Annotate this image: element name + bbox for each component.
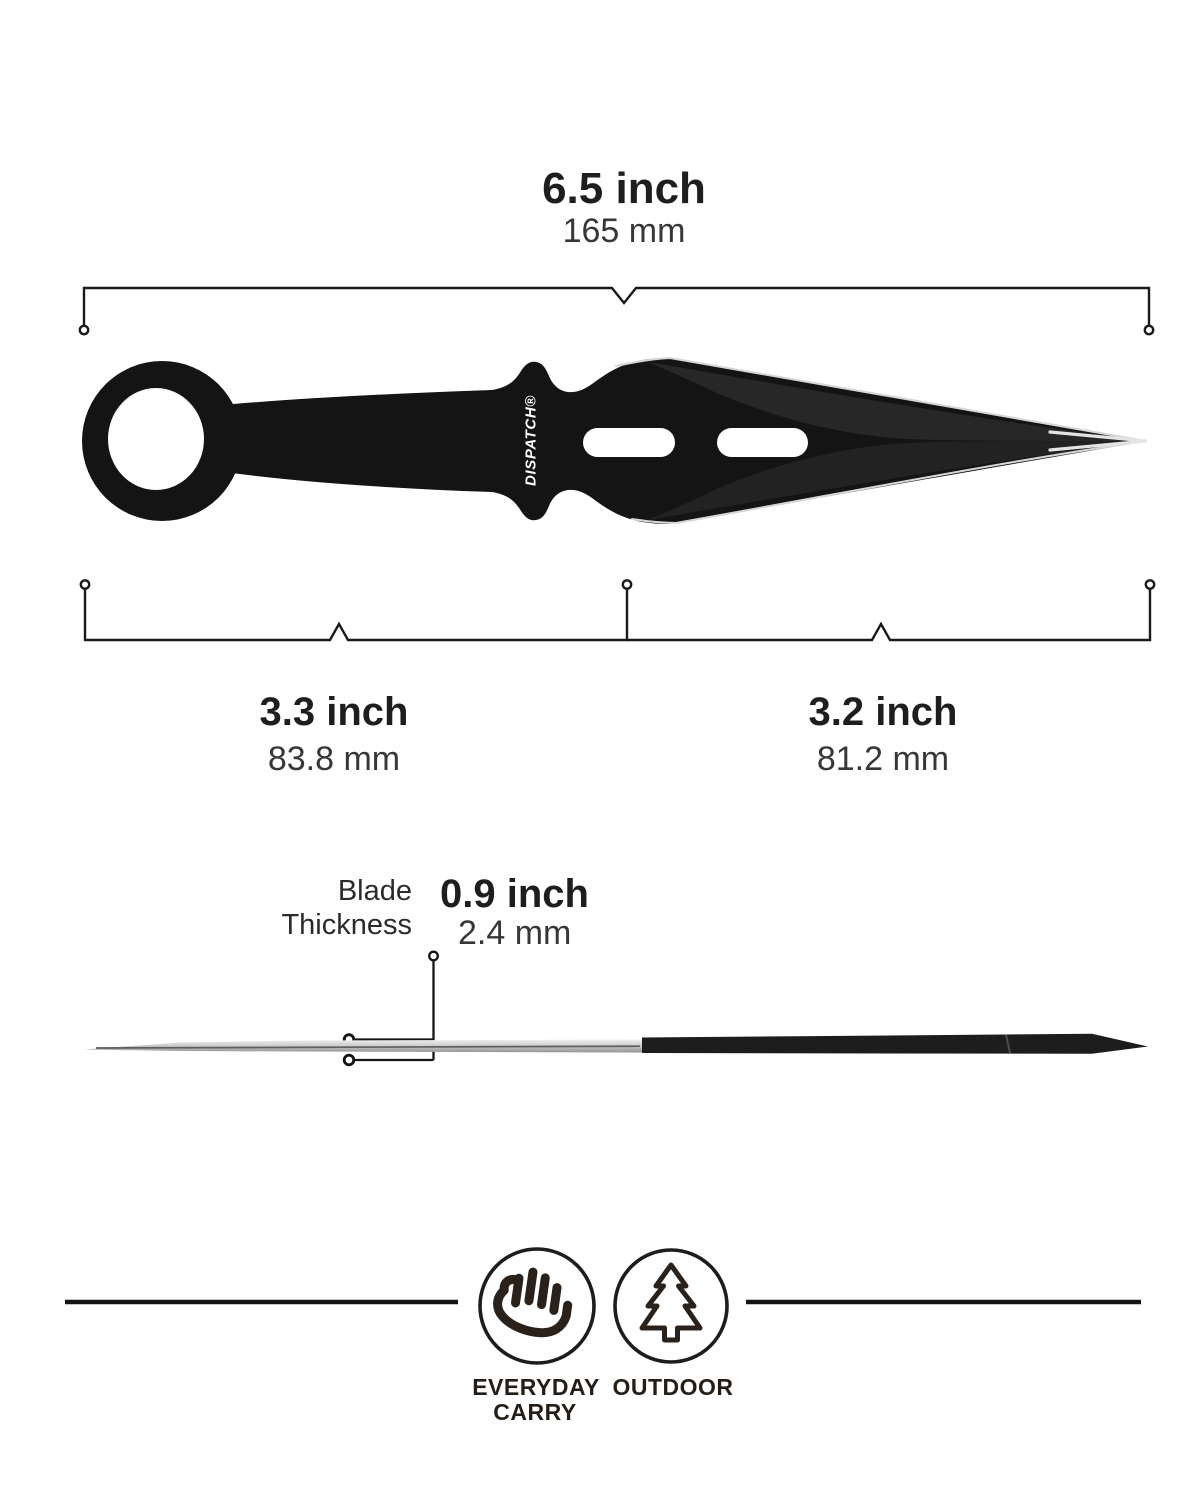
side-view-handle [642, 1034, 1148, 1054]
blade-thickness-label [212, 874, 412, 942]
knife-side-view-image [84, 1034, 1148, 1054]
handle-length-inches: 3.3 inch [259, 690, 409, 734]
knife-body [210, 358, 1147, 524]
overall-length-metric: 165 mm [562, 212, 686, 250]
pine-tree-icon [642, 1265, 700, 1340]
everyday-carry-label-line1: EVERYDAY [472, 1374, 600, 1400]
blade-length-metric: 81.2 mm [816, 740, 950, 778]
hand-icon [494, 1268, 571, 1336]
blade-thickness-inches: 0.9 inch [440, 872, 589, 916]
blade-thickness-metric: 2.4 mm [458, 914, 572, 952]
handle-length-bracket [81, 580, 631, 640]
handle-ring-hole [108, 388, 204, 490]
blade-slot-left [583, 428, 675, 457]
blade-slot-right [717, 428, 808, 457]
brand-logo: DISPATCH® [522, 395, 540, 486]
overall-length-bracket [80, 288, 1153, 334]
blade-length-bracket [627, 580, 1154, 640]
outdoor-label: OUTDOOR [612, 1374, 734, 1400]
blade-thickness-label-line1: Blade [337, 875, 412, 907]
everyday-carry-badge [480, 1249, 594, 1363]
blade-thickness-label-line2: Thickness [281, 909, 412, 941]
everyday-carry-label-line2: CARRY [493, 1399, 577, 1425]
outdoor-badge [615, 1250, 727, 1362]
knife-top-view-image [82, 358, 1147, 524]
blade-length-inches: 3.2 inch [808, 690, 958, 734]
overall-length-inches: 6.5 inch [542, 164, 706, 213]
handle-length-metric: 83.8 mm [267, 740, 401, 778]
